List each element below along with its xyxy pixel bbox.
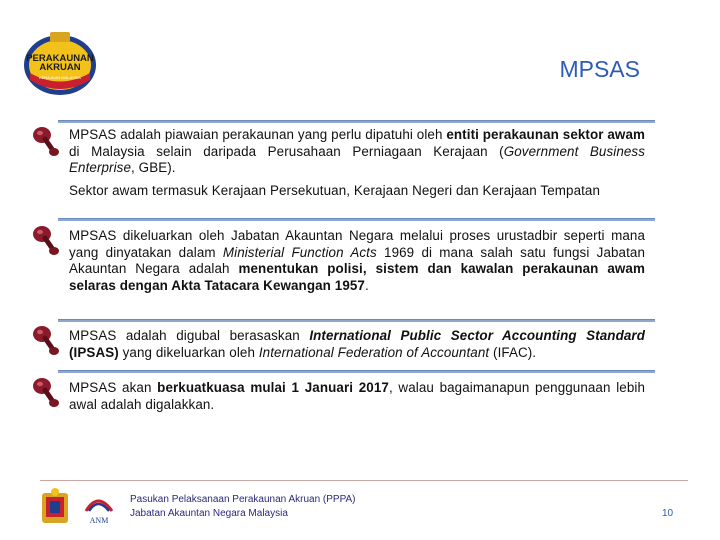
- separator-line: [58, 370, 655, 373]
- footer-logos: [36, 487, 120, 529]
- bullet-segment: MPSAS dikeluarkan oleh Jabatan Akauntan Negara melalui proses urustadbir seperti mana yang dinyatakan dalam: [69, 228, 645, 260]
- bullet-segment: International Public Sector Accounting Standard: [309, 328, 645, 343]
- bullet-segment: Government Business Enterprise: [69, 143, 646, 175]
- bullet-segment: , walau bagaimanapun penggunaan lebih awal adalah digalakkan.: [69, 380, 645, 412]
- bullet-item: [69, 328, 645, 361]
- pushpin-icon: [30, 323, 60, 357]
- bullet-segment: berkuatkuasa mulai 1 Januari 2017: [157, 380, 389, 395]
- bullet-segment: , GBE).: [131, 160, 176, 175]
- crest-icon: [50, 32, 70, 42]
- bullet-text: [69, 127, 645, 177]
- slide-title: MPSAS: [559, 56, 640, 82]
- bullet-item: [69, 127, 645, 199]
- bullet-segment: .: [364, 277, 369, 293]
- perakaunan-akruan-logo: [20, 28, 100, 98]
- bullet-subtext: Sektor awam termasuk Kerajaan Persekutuan, Kerajaan Negeri dan Kerajaan Tempatan: [69, 182, 601, 198]
- bullet-segment: yang dikeluarkan oleh: [118, 344, 259, 360]
- footer-text: [130, 493, 356, 521]
- bullet-text: [69, 328, 645, 361]
- logo-text-1: PERAKAUNAN: [26, 53, 94, 64]
- bullet-segment: MPSAS adalah digubal berasaskan: [69, 328, 310, 343]
- pushpin-icon: [30, 375, 60, 409]
- footer-line-2: Jabatan Akauntan Negara Malaysia: [130, 508, 288, 519]
- pushpin-icon: [30, 124, 60, 158]
- separator-line: [58, 120, 655, 123]
- bullet-segment: MPSAS adalah piawaian perakaunan yang perlu dipatuhi oleh: [69, 127, 447, 142]
- coat-of-arms-icon: [42, 488, 68, 523]
- bullet-segment: (IFAC).: [489, 344, 537, 360]
- separator-line: [58, 319, 655, 322]
- bullet-segment: 1969 di mana salah satu fungsi Jabatan Akauntan Negara adalah: [69, 244, 645, 276]
- footer-divider: [40, 480, 688, 481]
- bullet-item: [69, 228, 645, 294]
- bullet-text: [69, 228, 645, 294]
- bullet-segment: MPSAS akan: [69, 380, 158, 395]
- bullet-segment: (IPSAS): [69, 344, 119, 360]
- bullet-segment: di Malaysia selain daripada Perusahaan Perniagaan Kerajaan (: [69, 143, 504, 159]
- bullet-segment: International Federation of Accountant: [258, 344, 490, 360]
- separator-line: [58, 218, 655, 221]
- page-number: 10: [662, 508, 674, 519]
- bullet-segment: menentukan polisi, sistem dan kawalan perakaunan awam selaras dengan Akta Tatacara Kewangan 1957: [69, 261, 645, 293]
- footer-line-1: Pasukan Pelaksanaan Perakaunan Akruan (PPPA): [130, 494, 356, 505]
- bullet-item: [69, 380, 645, 413]
- bullet-segment: entiti perakaunan sektor awam: [446, 127, 646, 142]
- anm-label: ANM: [89, 516, 109, 525]
- logo-text-2: AKRUAN: [39, 62, 81, 73]
- bullet-text: [69, 380, 645, 413]
- anm-logo-icon: [86, 501, 112, 525]
- bullet-segment: Ministerial Function Acts: [222, 244, 377, 260]
- pushpin-icon: [30, 223, 60, 257]
- logo-text-3: KERAJAAN MALAYSIA: [39, 75, 81, 80]
